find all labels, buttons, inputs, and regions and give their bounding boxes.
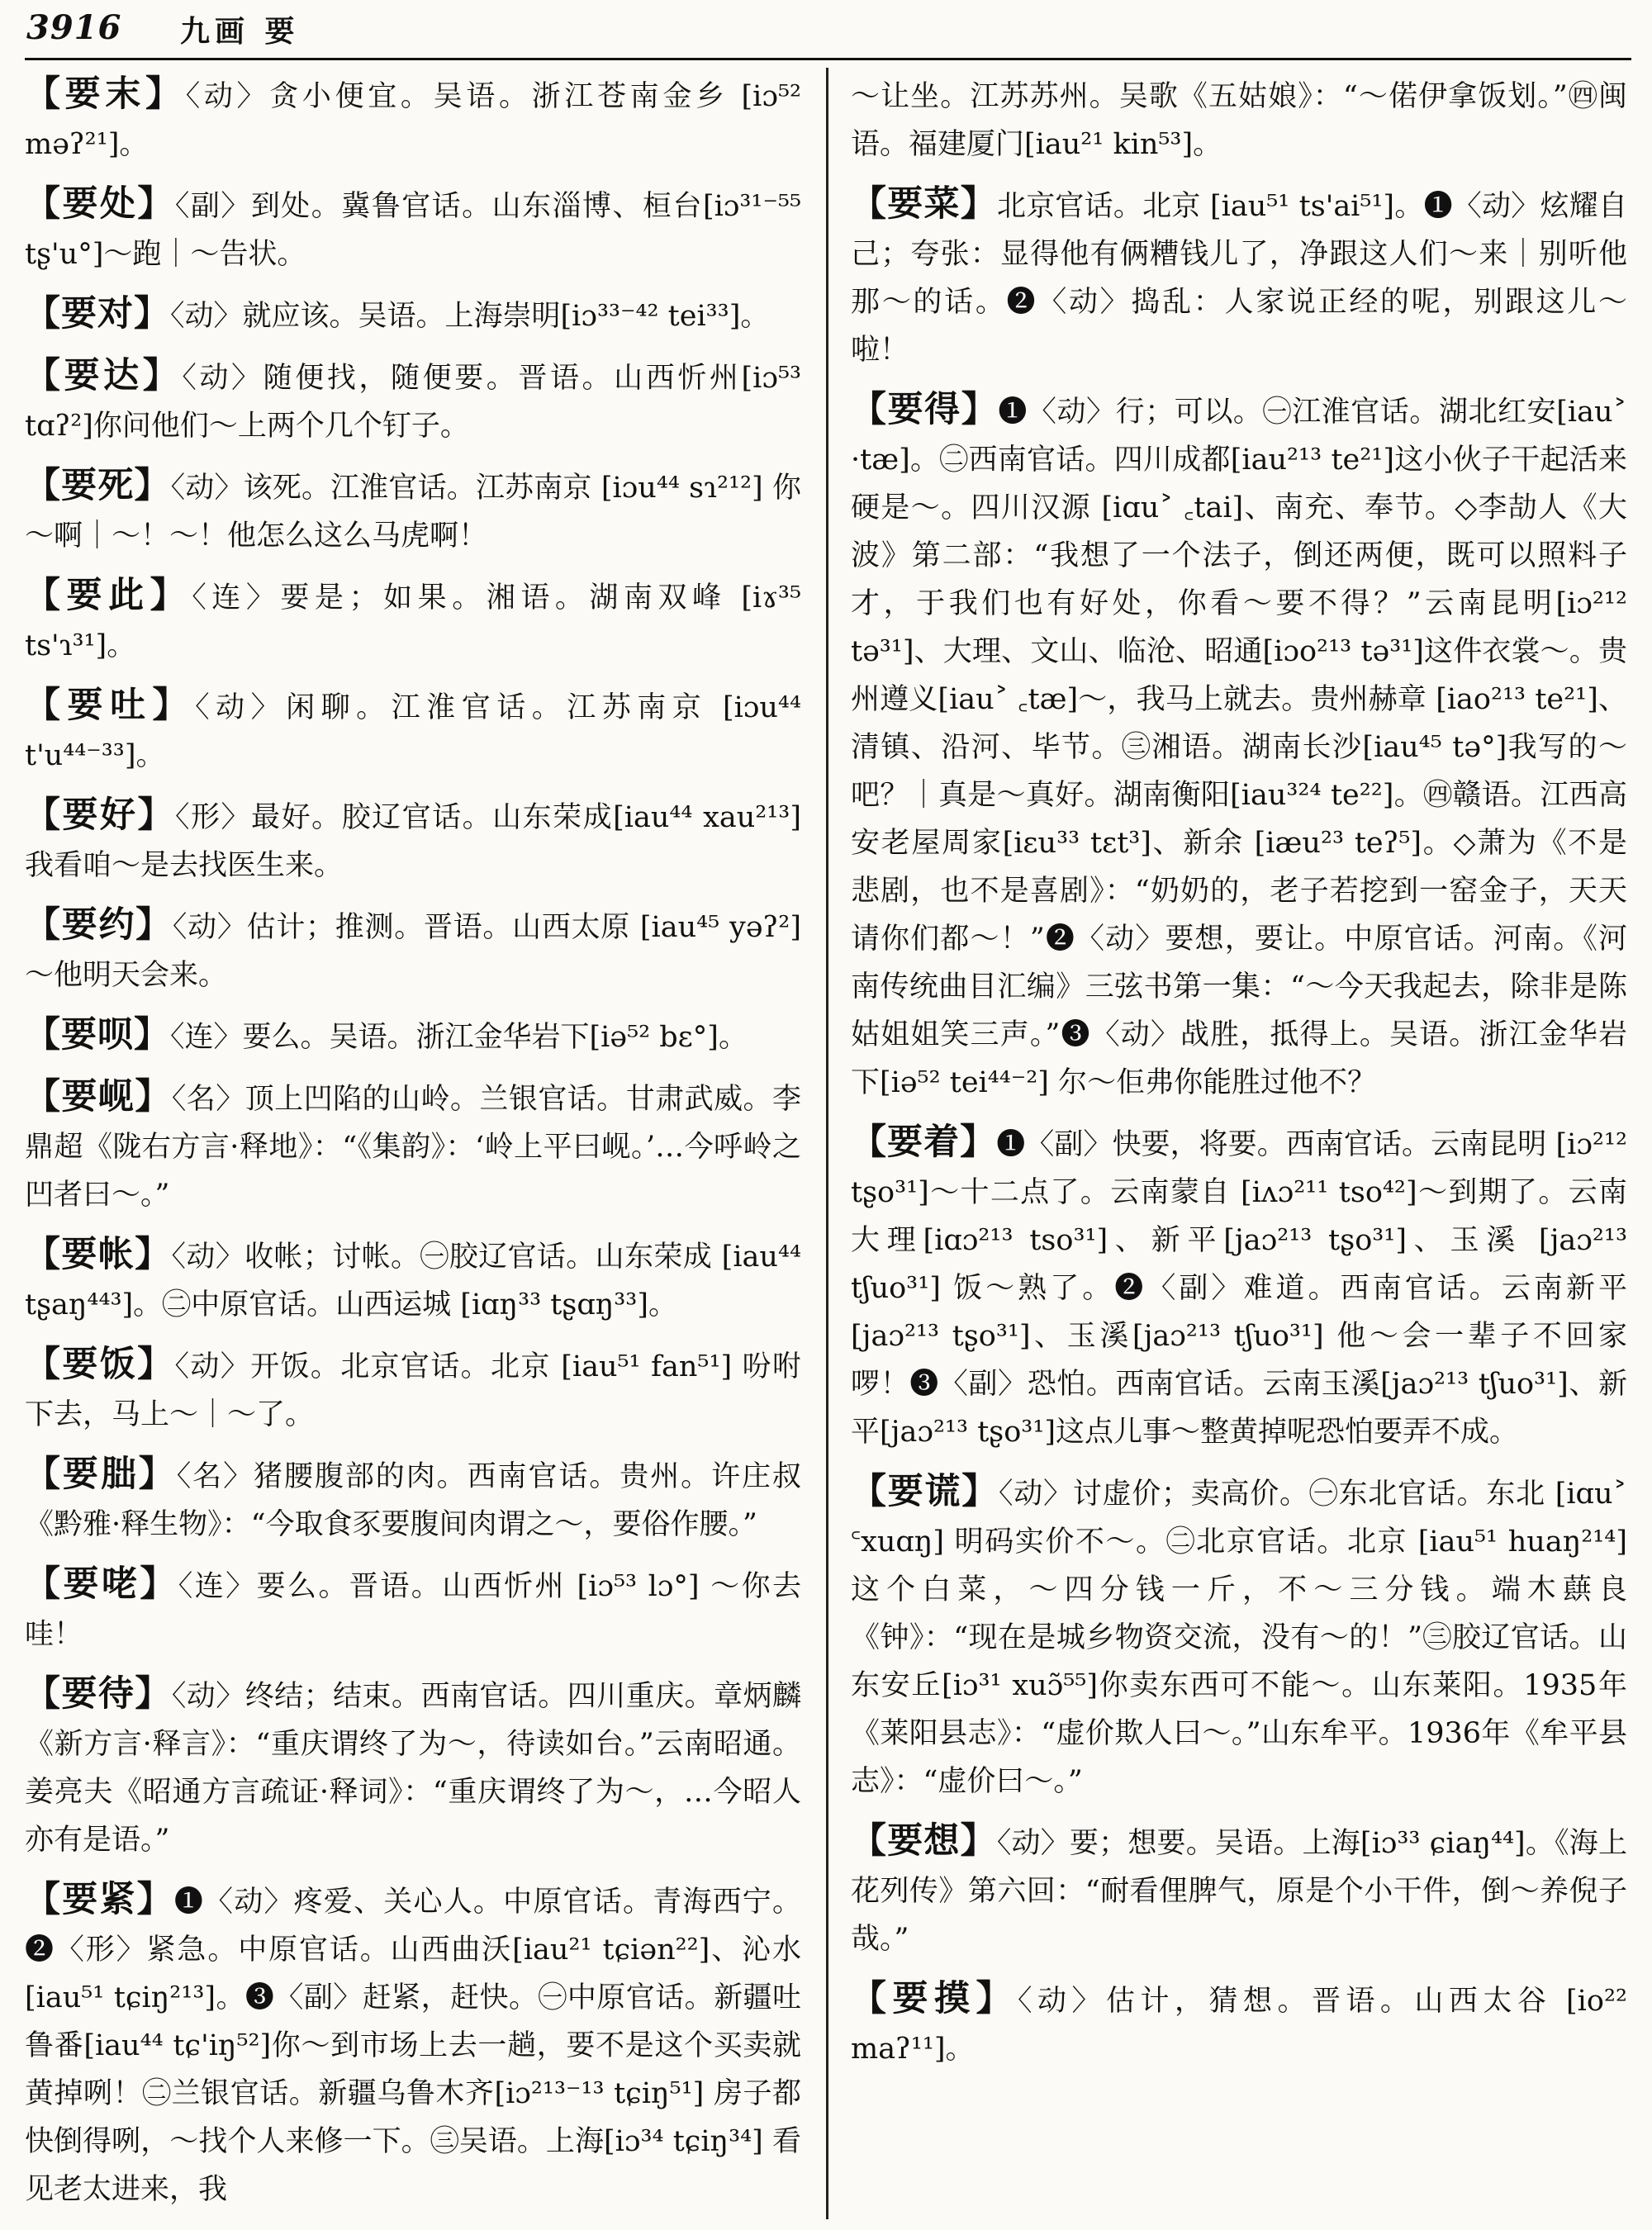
dictionary-entry: [25, 1073, 801, 1219]
dictionary-entry: [25, 901, 801, 999]
dictionary-entry: [851, 1118, 1627, 1456]
entry-headword: 【要吐】: [25, 685, 196, 726]
entry-definition: 〈形〉最好。胶辽官话。山东荣成[iau⁴⁴ xau²¹³] 我看咱～是去找医生来。: [25, 801, 801, 882]
entry-headword: 【要好】: [25, 795, 176, 836]
dictionary-entry: [25, 70, 801, 168]
dictionary-entry: [25, 1340, 801, 1439]
dictionary-entry: [25, 1560, 801, 1658]
entry-headword: 【要处】: [25, 183, 175, 225]
entry-headword: 【要死】: [25, 465, 171, 506]
entry-headword: 【要对】: [25, 293, 170, 334]
entry-definition: 〈动〉开饭。北京官话。北京 [iau⁵¹ fan⁵¹] 吩咐下去，马上～｜～了。: [25, 1350, 802, 1431]
entry-definition: 〈动〉收帐；讨帐。㊀胶辽官话。山东荣成 [iau⁴⁴ tʂaŋ⁴⁴³]。㊁中原官话。山西运城 [iɑŋ³³ tʂɑŋ³³]。: [25, 1241, 802, 1321]
entry-definition: 〈动〉讨虚价；卖高价。㊀东北官话。东北 [iɑu˃ ꜂xuɑŋ] 明码实价不～。㊁北京官话。北京 [iau⁵¹ huaŋ²¹⁴] 这个白菜，～四分钱一斤，不～三分钱。端木蕻良《钟》：“现在是城乡物资交流，没有～的！”㊂胶辽官话。山东安丘[iɔ³¹ xuɔ̃⁵⁵]你卖东西可不能～。山东莱阳。1935年《莱阳县志》：“虚价欺人曰～。”山东牟平。1936年《牟平县志》：“虚价曰～。”: [851, 1478, 1627, 1798]
dictionary-entry: [25, 1670, 801, 1864]
entry-definition: ❶〈副〉快要，将要。西南官话。云南昆明 [iɔ²¹² tʂo³¹]～十二点了。云南蒙自 [iʌɔ²¹¹ tso⁴²]～到期了。云南大理[iɑɔ²¹³ tso³¹]、新平[jaɔ²¹³ tʂo³¹]、玉溪 [jaɔ²¹³ tʃuo³¹] 饭～熟了。❷〈副〉难道。西南官话。云南新平[jaɔ²¹³ tʂo³¹]、玉溪[jaɔ²¹³ tʃuo³¹] 他～会一辈子不回家啰！❸〈副〉恐怕。西南官话。云南玉溪[jaɔ²¹³ tʃuo³¹]、新平[jaɔ²¹³ tʂo³¹]这点儿事～整黄掉呢恐怕要弄不成。: [851, 1128, 1628, 1449]
dictionary-entry: [851, 1468, 1627, 1805]
entry-headword: 【要帐】: [25, 1234, 172, 1275]
right-column: [851, 70, 1627, 2085]
dictionary-entry: [851, 386, 1627, 1107]
dictionary-entry: [851, 1817, 1627, 1963]
entry-definition: 〈动〉随便找，随便要。晋语。山西忻州[iɔ⁵³ tɑʔ²]你问他们～上两个几个钉子。: [25, 362, 802, 443]
dictionary-entry: [25, 352, 801, 450]
entry-definition: 北京官话。北京 [iau⁵¹ ts'ai⁵¹]。❶〈动〉炫耀自己；夸张：显得他有俩糟钱儿了，净跟这人们～来｜别听他那～的话。❷〈动〉捣乱：人家说正经的呢，别跟这儿～啦！: [851, 190, 1627, 367]
entry-headword: 【要末】: [25, 74, 186, 115]
entry-headword: 【要想】: [851, 1820, 997, 1862]
entry-headword: 【要咾】: [25, 1563, 178, 1605]
entry-definition: 〈副〉到处。冀鲁官话。山东淄博、桓台[iɔ³¹⁻⁵⁵ tʂ'u°]～跑｜～告状。: [25, 190, 801, 271]
entry-headword: 【要约】: [25, 904, 173, 946]
dictionary-entry: [25, 681, 801, 780]
entry-definition: 〈连〉要是；如果。湘语。湖南双峰 [iɤ³⁵ ts'ɿ³¹]。: [25, 581, 801, 662]
entry-headword: 【要朏】: [25, 1454, 177, 1495]
entry-definition: ❶〈动〉疼爱、关心人。中原官话。青海西宁。❷〈形〉紧急。中原官话。山西曲沃[iau²¹ tɕiən²²]、沁水[iau⁵¹ tɕiŋ²¹³]。❸〈副〉赶紧，赶快。㊀中原官话。新疆吐鲁番[iau⁴⁴ tɕ'iŋ⁵²]你～到市场上去一趟，要不是这个买卖就黄掉咧！㊁兰银官话。新疆乌鲁木齐[iɔ²¹³⁻¹³ tɕiŋ⁵¹] 房子都快倒得咧，～找个人来修一下。㊂吴语。上海[iɔ³⁴ tɕiŋ³⁴] 看见老太进来，我: [25, 1886, 801, 2206]
entry-headword: 【要着】: [851, 1122, 997, 1163]
dictionary-entry: [25, 791, 801, 890]
entry-definition: ❶〈动〉行；可以。㊀江淮官话。湖北红安[iau˃ ·tæ]。㊁西南官话。四川成都[iau²¹³ te²¹]这小伙子干起活来硬是～。四川汉源 [iɑu˃ ꜀tai]、南充、奉节。◇李劼人《大波》第二部：“我想了一个法子，倒还两便，既可以照料子才，于我们也有好处，你看～要不得？”云南昆明[iɔ²¹² tə³¹]、大理、文山、临沧、昭通[iɔo²¹³ tə³¹]这件衣裳～。贵州遵义[iau˃ ꜀tæ]～，我马上就去。贵州赫章 [iao²¹³ te²¹]、清镇、沿河、毕节。㊂湘语。湖南长沙[iau⁴⁵ tə°]我写的～吧？｜真是～真好。湖南衡阳[iau³²⁴ te²²]。㊃赣语。江西高安老屋周家[iɛu³³ tɛt³]、新余 [iæu²³ teʔ⁵]。◇萧为《不是悲剧，也不是喜剧》：“奶奶的，老子若挖到一窑金子，天天请你们都～！”❷〈动〉要想，要让。中原官话。河南。《河南传统曲目汇编》三弦书第一集：“～今天我起去，除非是陈姑姐姐笑三声。”❸〈动〉战胜，抵得上。吴语。浙江金华岩下[iə⁵² tei⁴⁴⁻²] 尔～佢弗你能胜过他不？: [851, 396, 1628, 1099]
entry-headword: 【要得】: [851, 389, 999, 430]
entry-headword: 【要摸】: [851, 1978, 1018, 2019]
dictionary-entry: [25, 572, 801, 670]
dictionary-entry: [851, 180, 1627, 374]
entry-definition: 〈动〉估计；推测。晋语。山西太原 [iau⁴⁵ yəʔ²] ～他明天会来。: [25, 911, 801, 992]
entry-headword: 【要饭】: [25, 1344, 175, 1385]
dictionary-entry: [25, 290, 801, 340]
entry-headword: 【要紧】: [25, 1879, 174, 1920]
entry-definition: 〈动〉要；想要。吴语。上海[iɔ³³ ɕiaŋ⁴⁴]。《海上花列传》第六回：“耐看俚脾气，原是个小干件，倒～养倪子哉。”: [851, 1827, 1628, 1956]
entry-definition: 〈连〉要么。晋语。山西忻州 [iɔ⁵³ lɔ°] ～你去哇！: [25, 1570, 802, 1651]
entry-definition: 〈动〉估计，猜想。晋语。山西太谷 [io²² maʔ¹¹]。: [851, 1985, 1628, 2066]
dictionary-entry: [25, 180, 801, 278]
entry-headword: 【要呗】: [25, 1014, 170, 1056]
left-column: [25, 70, 801, 2225]
entry-definition: 〈动〉就应该。吴语。上海崇明[iɔ³³⁻⁴² tei³³]。: [170, 300, 770, 333]
entry-definition: ～让坐。江苏苏州。吴歌《五姑娘》：“～偌伊拿饭划。”㊃闽语。福建厦门[iau²¹ kin⁵³]。: [851, 80, 1627, 161]
entry-definition: 〈动〉闲聊。江淮官话。江苏南京 [iɔu⁴⁴ t'u⁴⁴⁻³³]。: [25, 691, 801, 772]
page-number: 3916: [26, 8, 122, 47]
page-header: [25, 7, 1631, 60]
dictionary-entry: [851, 1975, 1627, 2073]
dictionary-entry: [25, 1231, 801, 1329]
entry-headword: 【要菜】: [851, 183, 997, 225]
dictionary-entry-continued: [851, 70, 1627, 168]
dictionary-entry: [25, 1450, 801, 1549]
entry-headword: 【要待】: [25, 1673, 172, 1715]
entry-definition: 〈名〉猪腰腹部的肉。西南官话。贵州。许庄叔《黔雅·释生物》：“今取食豕要腹间肉谓之～，要俗作腰。”: [25, 1460, 801, 1541]
entry-definition: 〈名〉顶上凹陷的山岭。兰银官话。甘肃武威。李鼎超《陇右方言·释地》：“《集韵》：‘岭上平曰岘。’…今呼岭之凹者曰～。”: [25, 1083, 801, 1212]
entry-headword: 【要谎】: [851, 1471, 999, 1512]
dictionary-entry: [25, 462, 801, 560]
entry-definition: 〈动〉该死。江淮官话。江苏南京 [iɔu⁴⁴ sɿ²¹²] 你～啊｜～！～！他怎么这么马虎啊！: [25, 472, 801, 553]
entry-definition: 〈连〉要么。吴语。浙江金华岩下[iə⁵² bɛ°]。: [170, 1021, 748, 1054]
entry-headword: 【要达】: [25, 355, 183, 396]
entry-headword: 【要此】: [25, 575, 192, 616]
entry-definition: 〈动〉终结；结束。西南官话。四川重庆。章炳麟《新方言·释言》：“重庆谓终了为～，待读如台。”云南昭通。姜亮夫《昭通方言疏证·释词》：“重庆谓终了为～，…今昭人亦有是语。”: [25, 1680, 801, 1857]
column-divider: [826, 68, 828, 2219]
entry-headword: 【要岘】: [25, 1076, 172, 1117]
entry-definition: 〈动〉贪小便宜。吴语。浙江苍南金乡 [iɔ⁵² məʔ²¹]。: [25, 80, 802, 161]
running-title: 九画 要: [180, 14, 300, 49]
dictionary-entry: [25, 1876, 801, 2213]
dictionary-entry: [25, 1011, 801, 1061]
